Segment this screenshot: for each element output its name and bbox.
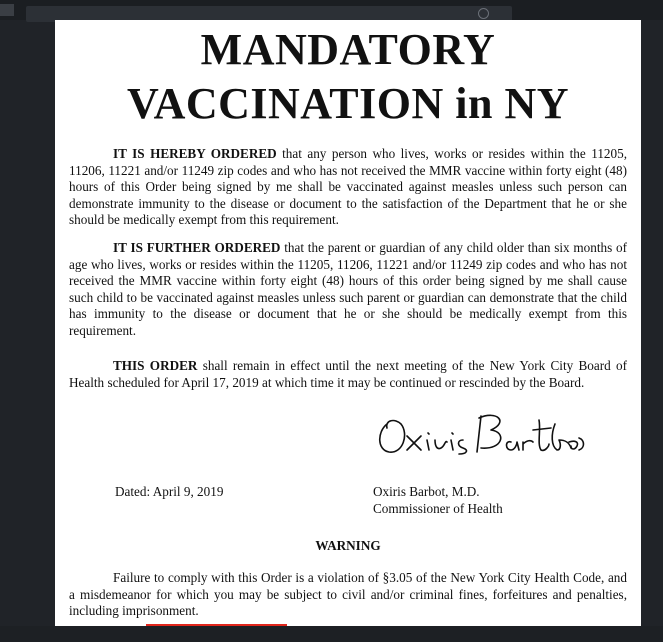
paragraph-lead: IT IS FURTHER ORDERED	[113, 240, 281, 255]
paragraph-lead: IT IS HEREBY ORDERED	[113, 146, 277, 161]
document-title-line-2: VACCINATION in NY	[126, 79, 570, 128]
paragraph-text: that the parent or guardian of any child older than six months of age who lives, works or resides within the 11205, 11206, 11221 and/or 11249 zip codes and who has not received the MMR vaccine within forty eight (48) hours of this order being signed by me shall cause such child to be vaccinated against measles unless such parent or guardian can demonstrate that the child has immunity to the disease or document that he or she should be medically exempt from this requirement.	[69, 240, 627, 338]
warning-heading: WARNING	[315, 538, 381, 553]
paragraph-lead: THIS ORDER	[113, 358, 198, 373]
paragraph-text: that any person who lives, works or resides within the 11205, 11206, 11221 and/or 11249 zip codes and who has not received the MMR vaccine within forty eight (48) hours of this Order being signed by me shall be vaccinated against measles unless such person can demonstrate immunity to the disease or document to the satisfaction of the Department that he or she should be medically exempt from this requirement.	[69, 146, 627, 227]
dated-line: Dated: April 9, 2019	[115, 484, 224, 499]
corner-icon	[0, 4, 14, 16]
signer-role: Commissioner of Health	[373, 500, 503, 516]
handwritten-signature	[373, 406, 591, 462]
signer-block	[373, 484, 503, 517]
top-toolbar	[0, 0, 663, 20]
search-icon[interactable]	[478, 8, 489, 19]
document-title-line-1: MANDATORY	[200, 25, 496, 74]
order-paragraph-2	[69, 240, 627, 339]
warning-paragraph: Failure to comply with this Order is a violation of §3.05 of the New York City Health Code, and a misdemeanor for which you may be subject to civil and/or criminal fines, forfeitures and penalties, including imprisonment.	[69, 570, 627, 618]
signer-name: Oxiris Barbot, M.D.	[373, 484, 480, 499]
order-paragraph-1	[69, 146, 627, 229]
order-paragraph-3	[69, 358, 627, 391]
bottom-bar	[0, 626, 663, 642]
document-page	[55, 20, 641, 626]
paragraph-text: shall remain in effect until the next meeting of the New York City Board of Health scheduled for April 17, 2019 at which time it may be continued or rescinded by the Board.	[69, 358, 627, 390]
